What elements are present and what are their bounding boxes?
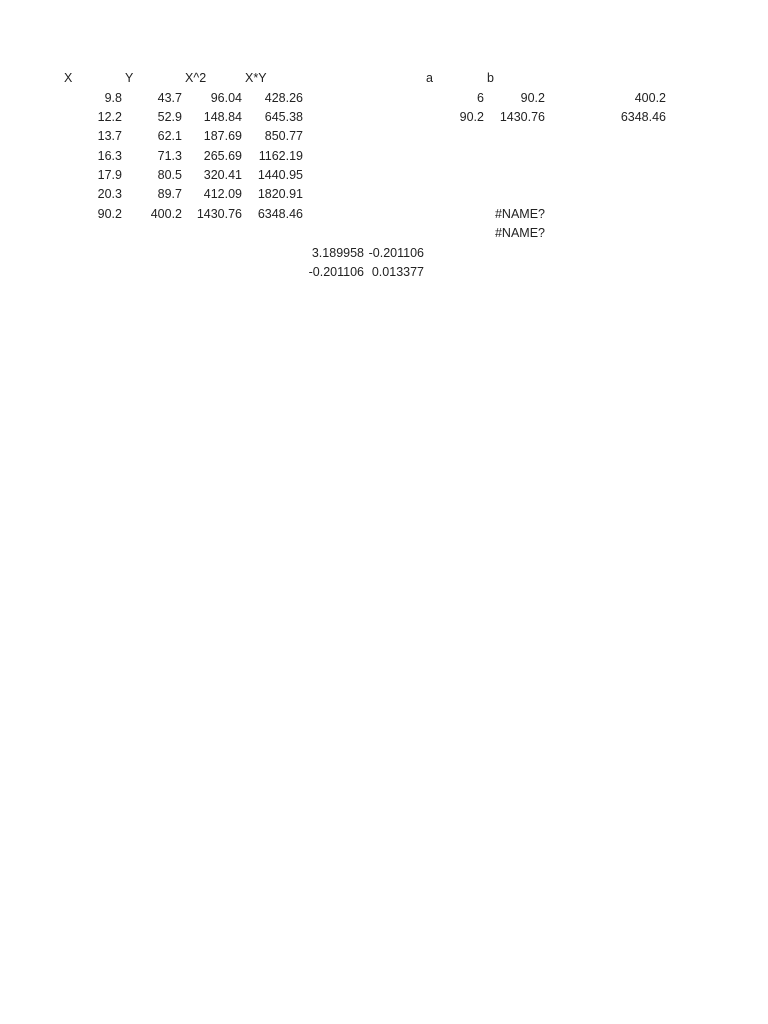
cell-x-squared: 412.09 — [203, 187, 242, 201]
matrix-cell: 1430.76 — [499, 110, 545, 124]
result-error: #NAME? — [494, 226, 545, 240]
cell-y: 400.2 — [150, 207, 182, 221]
matrix-cell: 400.2 — [634, 91, 666, 105]
inverse-cell: 3.189958 — [311, 246, 364, 260]
matrix-cell: 6348.46 — [620, 110, 666, 124]
cell-y: 43.7 — [157, 91, 182, 105]
cell-x-squared: 96.04 — [210, 91, 242, 105]
cell-x-times-y: 428.26 — [264, 91, 303, 105]
matrix-cell: 6 — [477, 91, 484, 105]
cell-x: 16.3 — [97, 149, 122, 163]
inverse-cell: -0.201106 — [368, 246, 424, 260]
cell-y: 89.7 — [157, 187, 182, 201]
cell-x-times-y: 1440.95 — [257, 168, 303, 182]
cell-x: 20.3 — [97, 187, 122, 201]
cell-x-times-y: 1820.91 — [257, 187, 303, 201]
matrix-cell: 90.2 — [459, 110, 484, 124]
cell-x-squared: 320.41 — [203, 168, 242, 182]
cell-x-times-y: 645.38 — [264, 110, 303, 124]
cell-x-squared: 1430.76 — [196, 207, 242, 221]
matrix-cell: 90.2 — [520, 91, 545, 105]
cell-x: 17.9 — [97, 168, 122, 182]
header-x-squared: X^2 — [185, 71, 207, 85]
cell-y: 80.5 — [157, 168, 182, 182]
cell-x: 90.2 — [97, 207, 122, 221]
cell-x: 13.7 — [97, 129, 122, 143]
cell-x-squared: 187.69 — [203, 129, 242, 143]
inverse-cell: 0.013377 — [371, 265, 424, 279]
header-y: Y — [125, 71, 134, 85]
cell-x-squared: 148.84 — [203, 110, 242, 124]
cell-x-times-y: 850.77 — [264, 129, 303, 143]
header-x-times-y: X*Y — [245, 71, 267, 85]
cell-x-times-y: 6348.46 — [257, 207, 303, 221]
cell-y: 71.3 — [157, 149, 182, 163]
cell-x-times-y: 1162.19 — [258, 149, 303, 163]
header-a: a — [426, 71, 433, 85]
header-b: b — [487, 71, 494, 85]
cell-y: 52.9 — [157, 110, 182, 124]
cell-x: 9.8 — [104, 91, 122, 105]
inverse-cell: -0.201106 — [308, 265, 364, 279]
cell-x: 12.2 — [97, 110, 122, 124]
cell-y: 62.1 — [157, 129, 182, 143]
cell-x-squared: 265.69 — [203, 149, 242, 163]
result-error: #NAME? — [494, 207, 545, 221]
header-x: X — [64, 71, 73, 85]
